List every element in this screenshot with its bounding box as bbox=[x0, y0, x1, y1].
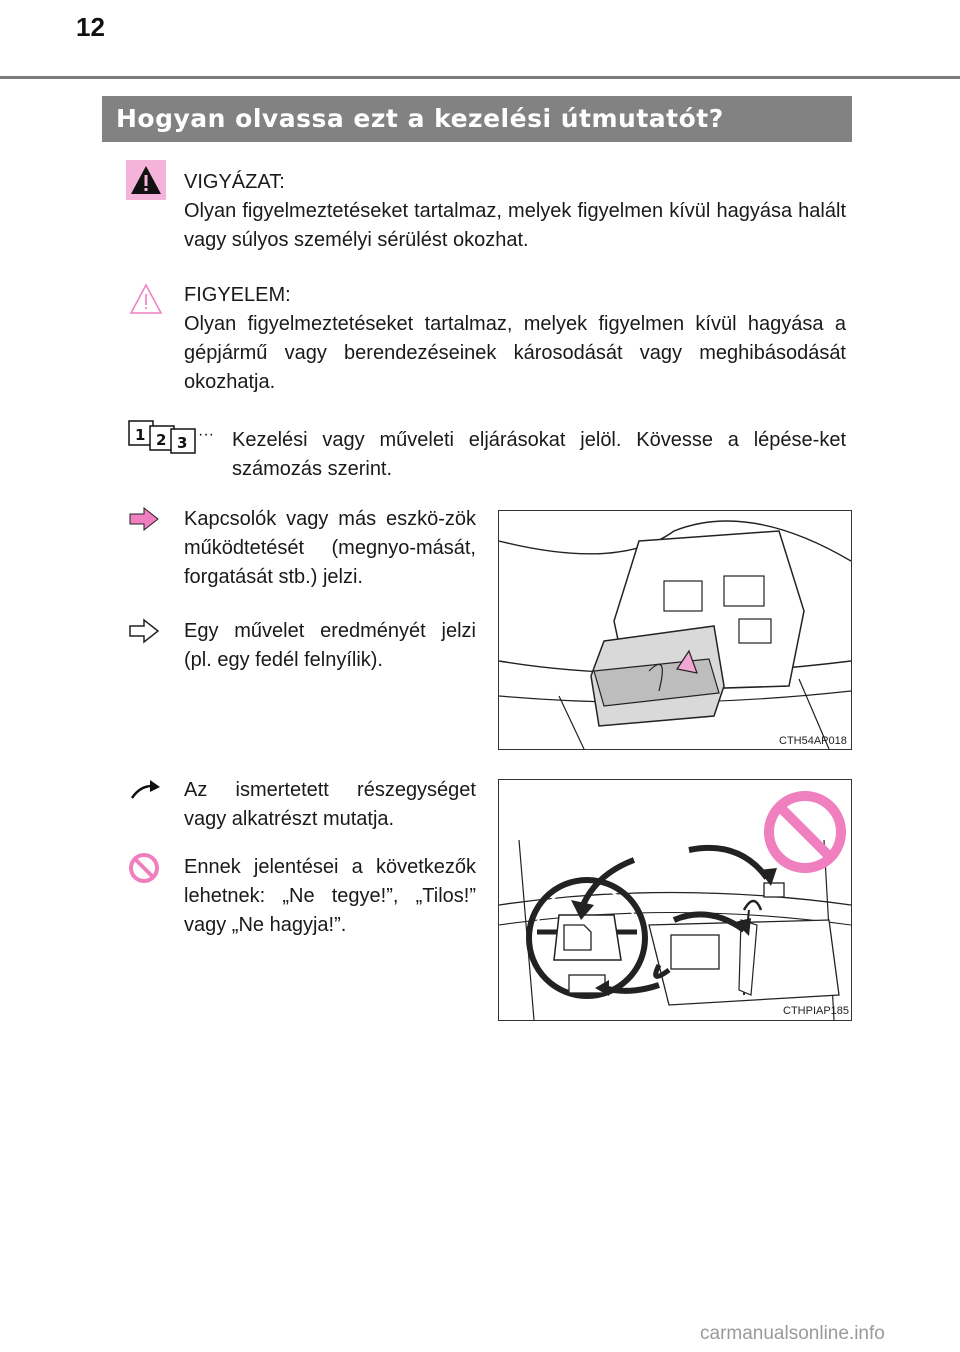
arrow-filled-icon bbox=[128, 506, 160, 532]
notice-block bbox=[184, 281, 846, 397]
steps-block bbox=[232, 426, 846, 484]
numbered-steps-icon bbox=[128, 419, 224, 455]
caution-heading: VIGYÁZAT: bbox=[184, 171, 285, 193]
page-number: 12 bbox=[76, 12, 105, 42]
prohibited-block bbox=[184, 853, 476, 940]
steps-separator: ··· bbox=[198, 426, 214, 443]
step-number-1: 1 bbox=[135, 426, 146, 444]
steps-text: Kezelési vagy műveleti eljárásokat jelöl. Kövesse a lépése-ket számozás szerint. bbox=[232, 429, 846, 480]
overhead-console-drawing bbox=[499, 511, 851, 749]
caution-block bbox=[184, 168, 846, 255]
overhead-console-illustration bbox=[498, 510, 852, 750]
figure-code-dashboard: CTHPIAP185 bbox=[783, 1005, 850, 1017]
prohibition-icon bbox=[128, 852, 160, 884]
result-text: Egy művelet eredményét jelzi (pl. egy fedél felnyílik). bbox=[184, 620, 476, 671]
operation-text: Kapcsolók vagy más eszkö-zök működtetését (megnyo-mását, forgatását stb.) jelzi. bbox=[184, 508, 476, 588]
result-block bbox=[184, 617, 476, 675]
component-text: Az ismertetett részegységet vagy alkatrészt mutatja. bbox=[184, 779, 476, 830]
step-number-3: 3 bbox=[177, 434, 188, 452]
warning-filled-icon bbox=[126, 160, 166, 200]
dashboard-illustration bbox=[498, 779, 852, 1021]
warning-outline-icon bbox=[128, 282, 164, 316]
prohibited-text: Ennek jelentései a következők lehetnek: „Ne tegye!”, „Tilos!” vagy „Ne hagyja!”. bbox=[184, 856, 476, 936]
pointer-arrow-icon bbox=[128, 778, 162, 802]
figure-code-overhead: CTH54AP018 bbox=[779, 735, 847, 747]
caution-text: Olyan figyelmeztetéseket tartalmaz, melyek figyelmen kívül hagyása halált vagy súlyos személyi sérülést okozhat. bbox=[184, 200, 846, 251]
section-title: Hogyan olvassa ezt a kezelési útmutatót? bbox=[102, 96, 852, 142]
notice-heading: FIGYELEM: bbox=[184, 284, 291, 306]
arrow-outline-icon bbox=[128, 618, 160, 644]
top-divider bbox=[0, 76, 960, 79]
component-block bbox=[184, 776, 476, 834]
operation-block bbox=[184, 505, 476, 592]
step-number-2: 2 bbox=[156, 431, 167, 449]
dashboard-drawing bbox=[499, 780, 851, 1020]
footer-watermark: carmanualsonline.info bbox=[700, 1323, 885, 1344]
notice-text: Olyan figyelmeztetéseket tartalmaz, melyek figyelmen kívül hagyása a gépjármű vagy berendezéseinek károsodását vagy meghibásodását okozhatja. bbox=[184, 313, 846, 393]
